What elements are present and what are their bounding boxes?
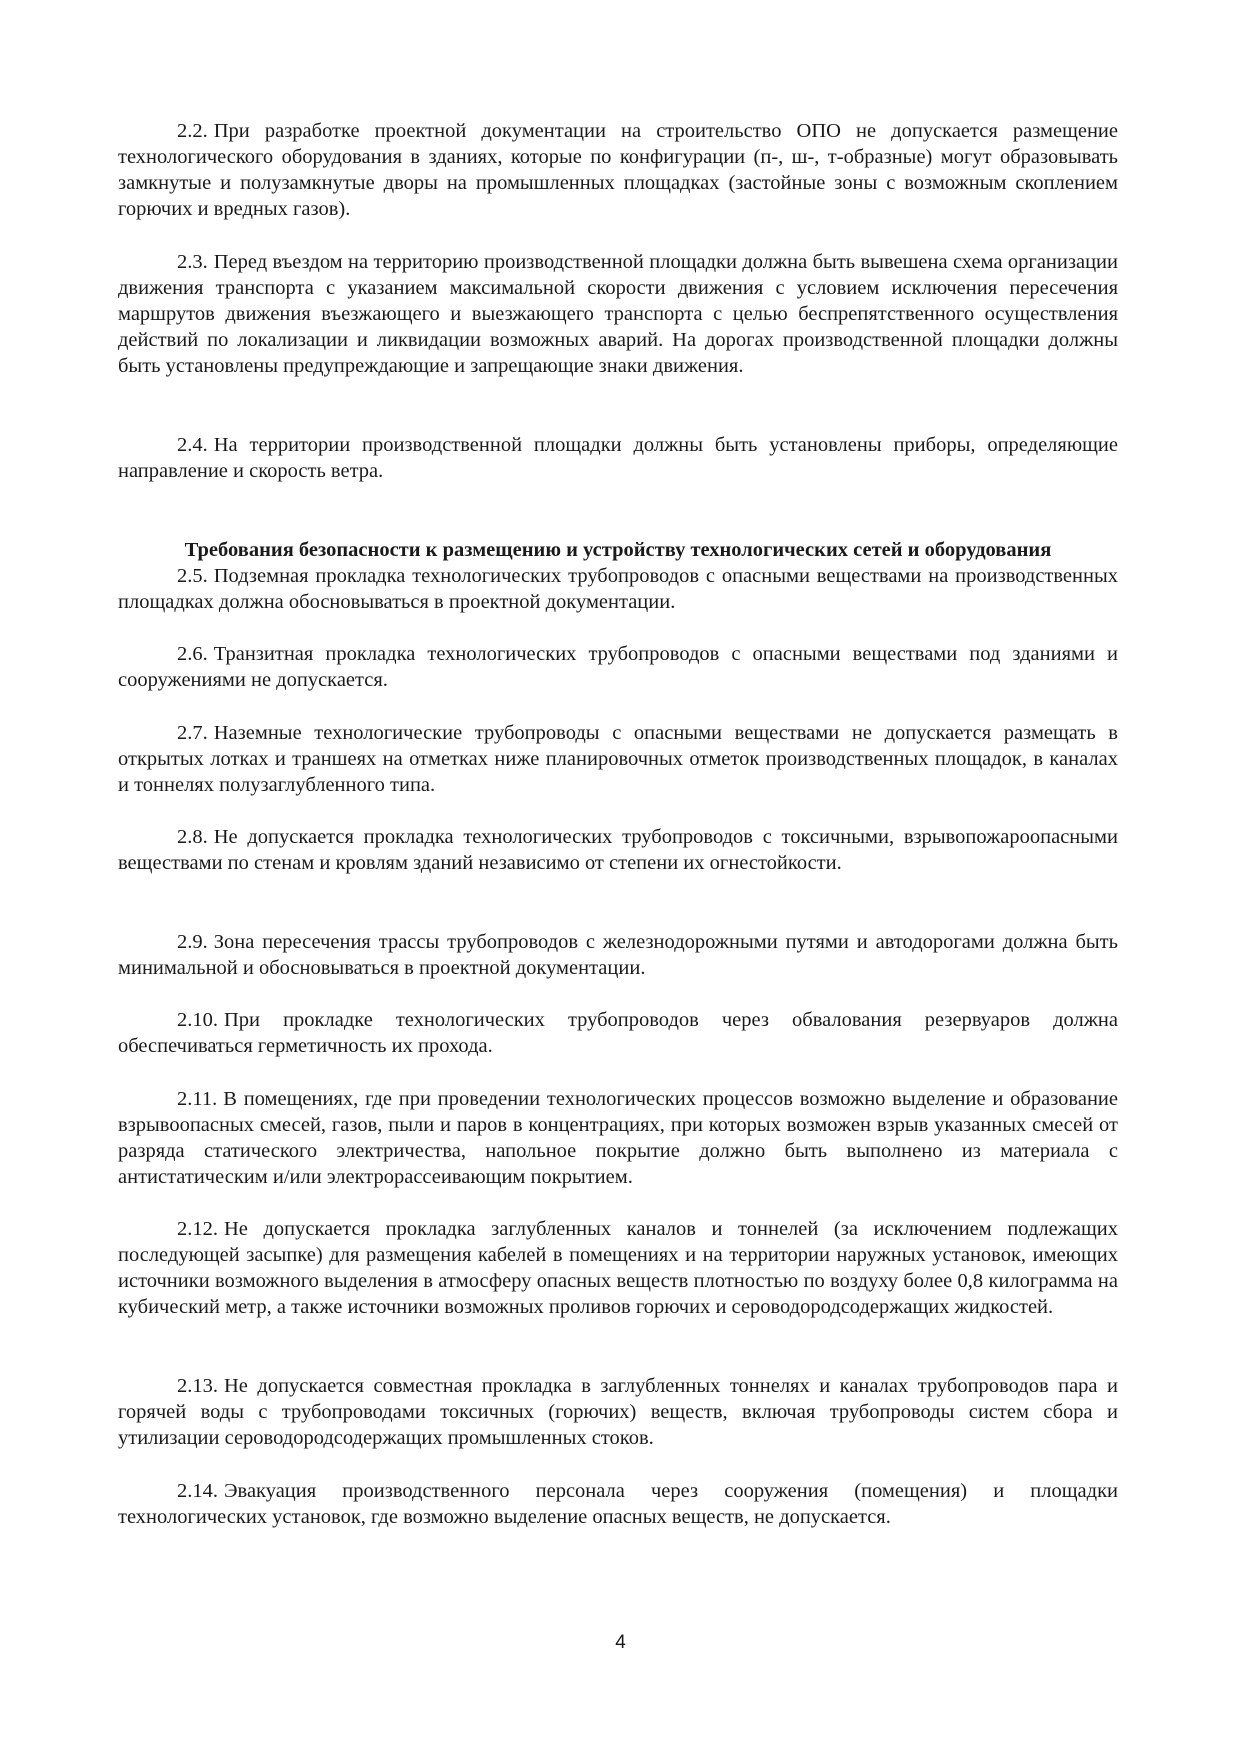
paragraph-2-2 <box>118 118 1118 222</box>
paragraph-text: Эвакуация производственного персонала через сооружения (помещения) и площадки технологических установок, где возможно выделение опасных веществ, не допускается. <box>118 1480 1118 1528</box>
paragraph-text: При разработке проектной документации на строительство ОПО не допускается размещение технологического оборудования в зданиях, которые по конфигурации (п-, ш-, т-образные) могут образовывать замкнутые и полузамкнутые дворы на промышленных площадках (застойные зоны с возможным скоплением горючих и вредных газов). <box>118 120 1118 220</box>
paragraph-2-12 <box>118 1216 1118 1320</box>
paragraph-number: 2.10. <box>177 1009 218 1031</box>
paragraph-2-13 <box>118 1373 1118 1451</box>
paragraph-number: 2.3. <box>177 251 208 273</box>
paragraph-number: 2.14. <box>177 1480 218 1502</box>
paragraph-number: 2.6. <box>177 643 208 665</box>
paragraph-number: 2.5. <box>177 565 208 587</box>
paragraph-text: Подземная прокладка технологических трубопроводов с опасными веществами на производственных площадках должна обосновываться в проектной документации. <box>118 565 1118 613</box>
paragraph-number: 2.2. <box>177 120 208 142</box>
paragraph-text: На территории производственной площадки должны быть установлены приборы, определяющие направление и скорость ветра. <box>118 434 1118 482</box>
paragraph-text: В помещениях, где при проведении технологических процессов возможно выделение и образование взрывоопасных смесей, газов, пыли и паров в концентрациях, при которых возможен взрыв указанных смесей от разряда статического электричества, напольное покрытие должно быть выполнено из материала с антистатическим и/или электрорассеивающим покрытием. <box>118 1088 1118 1188</box>
paragraph-number: 2.4. <box>177 434 208 456</box>
paragraph-2-3 <box>118 249 1118 379</box>
paragraph-text: При прокладке технологических трубопроводов через обвалования резервуаров должна обеспечиваться герметичность их прохода. <box>118 1009 1118 1057</box>
paragraph-text: Перед въездом на территорию производственной площадки должна быть вывешена схема организации движения транспорта с указанием максимальной скорости движения с условием исключения пересечения маршрутов движения въезжающего и выезжающего транспорта с целью беспрепятственного осуществления действий по локализации и ликвидации возможных аварий. На дорогах производственной площадки должны быть установлены предупреждающие и запрещающие знаки движения. <box>118 251 1118 377</box>
paragraph-number: 2.9. <box>177 931 208 953</box>
paragraph-2-14 <box>118 1478 1118 1530</box>
paragraph-2-11 <box>118 1086 1118 1190</box>
paragraph-number: 2.13. <box>177 1375 218 1397</box>
paragraph-number: 2.12. <box>177 1218 218 1240</box>
paragraph-2-9 <box>118 929 1118 981</box>
paragraph-text: Наземные технологические трубопроводы с опасными веществами не допускается размещать в открытых лотках и траншеях на отметках ниже планировочных отметок производственных площадок, в каналах и тоннелях полузаглубленного типа. <box>118 722 1118 796</box>
paragraph-text: Не допускается прокладка заглубленных каналов и тоннелей (за исключением подлежащих последующей засыпке) для размещения кабелей в помещениях и на территории наружных установок, имеющих источники возможного выделения в атмосферу опасных веществ плотностью по воздуху более 0,8 килограмма на кубический метр, а также источники возможных проливов горючих и сероводородсодержащих жидкостей. <box>118 1218 1118 1318</box>
paragraph-2-8 <box>118 824 1118 876</box>
paragraph-text: Зона пересечения трассы трубопроводов с железнодорожными путями и автодорогами должна быть минимальной и обосновываться в проектной документации. <box>118 931 1118 979</box>
paragraph-text: Транзитная прокладка технологических трубопроводов с опасными веществами под зданиями и сооружениями не допускается. <box>118 643 1118 691</box>
paragraph-2-5 <box>118 563 1118 615</box>
paragraph-2-4 <box>118 432 1118 484</box>
section-heading: Требования безопасности к размещению и устройству технологических сетей и оборудования <box>184 539 1052 561</box>
paragraph-text: Не допускается прокладка технологических трубопроводов с токсичными, взрывопожароопасными веществами по стенам и кровлям зданий независимо от степени их огнестойкости. <box>118 826 1118 874</box>
paragraph-number: 2.11. <box>177 1088 218 1110</box>
paragraph-2-7 <box>118 720 1118 798</box>
paragraph-number: 2.8. <box>177 826 208 848</box>
paragraph-2-10 <box>118 1007 1118 1059</box>
paragraph-number: 2.7. <box>177 722 208 744</box>
page-number: 4 <box>615 1632 626 1653</box>
paragraph-text: Не допускается совместная прокладка в заглубленных тоннелях и каналах трубопроводов пара и горячей воды с трубопроводами токсичных (горючих) веществ, включая трубопроводы систем сбора и утилизации сероводородсодержащих промышленных стоков. <box>118 1375 1118 1449</box>
paragraph-2-6 <box>118 641 1118 693</box>
